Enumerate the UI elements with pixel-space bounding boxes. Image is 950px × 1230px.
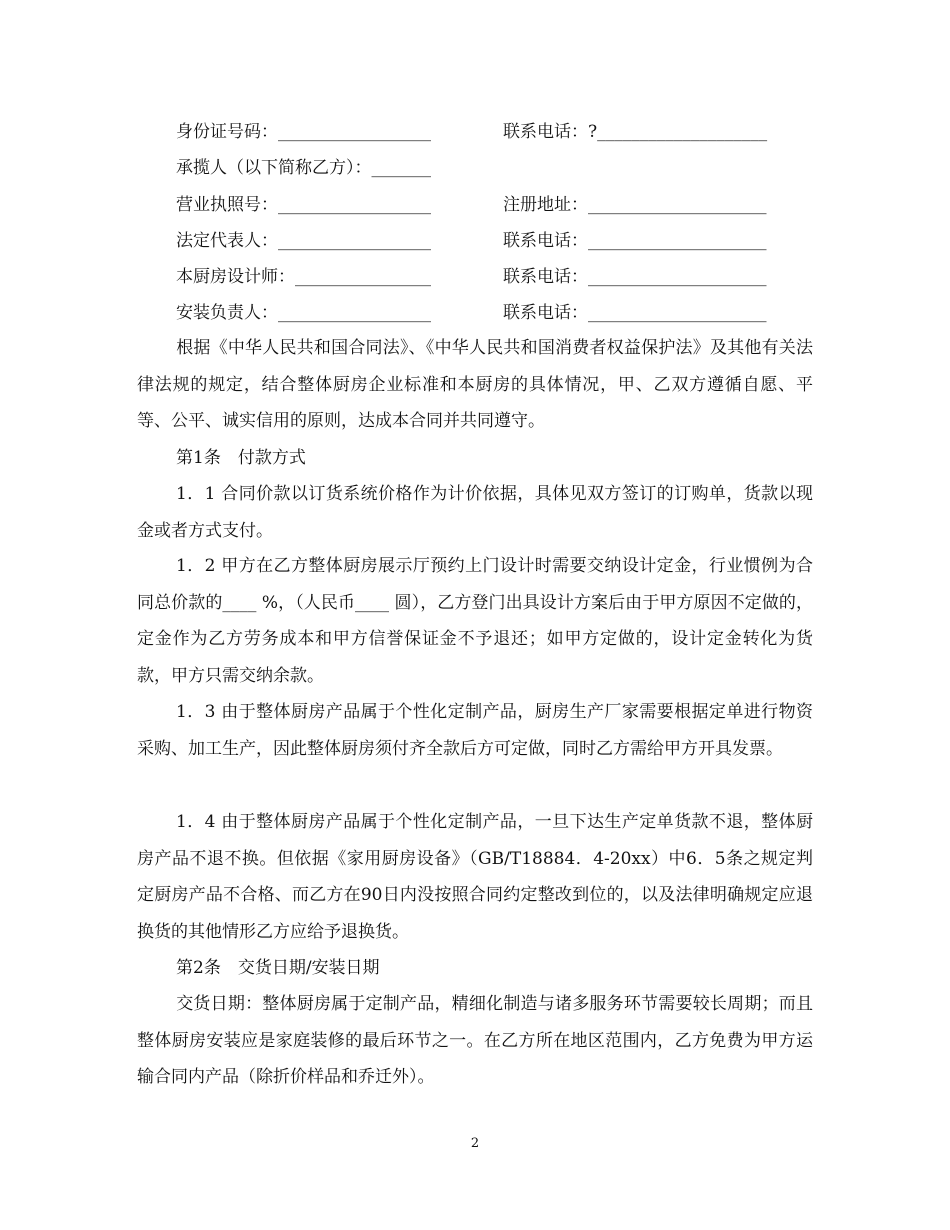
contact-phone-field: 联系电话：?____________________ [503, 122, 768, 142]
id-number-field: 身份证号码：__________________ [176, 122, 431, 142]
article-2-heading: 第2条 交货日期/安装日期 [176, 958, 380, 978]
clause-1-3: 1．3 由于整体厨房产品属于个性化定制产品，厨房生产厂家需要根据定单进行物资采购、加工生产，因此整体厨房须付齐全款后方可定做，同时乙方需给甲方开具发票。 [137, 702, 813, 759]
business-license-field: 营业执照号：__________________ [176, 195, 431, 215]
registered-address-field: 注册地址：_____________________ [503, 195, 767, 215]
delivery-date-paragraph: 交货日期：整体厨房属于定制产品，精细化制造与诸多服务环节需要较长周期；而且整体厨房安装应是家庭装修的最后环节之一。在乙方所在地区范围内，乙方免费为甲方运输合同内产品（除折价样品和乔迁外）。 [137, 994, 813, 1087]
install-manager-field: 安装负责人：__________________ [176, 303, 431, 323]
contact-phone-field: 联系电话：_____________________ [503, 267, 767, 287]
kitchen-designer-field: 本厨房设计师：________________ [176, 267, 431, 287]
contact-phone-field: 联系电话：_____________________ [503, 303, 767, 323]
clause-1-4: 1．4 由于整体厨房产品属于个性化定制产品，一旦下达生产定单货款不退，整体厨房产品不退不换。但依据《家用厨房设备》（GB/T18884．4-20xx）中6．5条之规定判定厨房产品不合格、而乙方在90日内没按照合同约定整改到位的，以及法律明确规定应退换货的其他情形乙方应给予退换货。 [137, 812, 813, 942]
legal-representative-field: 法定代表人：__________________ [176, 231, 431, 251]
article-1-heading: 第1条 付款方式 [176, 448, 306, 468]
contractor-field: 承揽人（以下简称乙方）：_______ [176, 158, 431, 178]
clause-1-2: 1．2 甲方在乙方整体厨房展示厅预约上门设计时需要交纳设计定金，行业惯例为合同总价款的____ %，（人民币____ 圆），乙方登门出具设计方案后由于甲方原因不定做的，定金作为乙方劳务成本和甲方信誉保证金不予退还；如甲方定做的，设计定金转化为货款，甲方只需交纳余款。 [137, 556, 813, 686]
page-number: 2 [470, 1136, 480, 1151]
intro-paragraph: 根据《中华人民共和国合同法》、《中华人民共和国消费者权益保护法》及其他有关法律法规的规定，结合整体厨房企业标准和本厨房的具体情况，甲、乙双方遵循自愿、平等、公平、诚实信用的原则，达成本合同并共同遵守。 [137, 338, 813, 431]
contact-phone-field: 联系电话：_____________________ [503, 231, 767, 251]
clause-1-1: 1．1 合同价款以订货系统价格作为计价依据，具体见双方签订的订购单，货款以现金或者方式支付。 [137, 484, 813, 541]
